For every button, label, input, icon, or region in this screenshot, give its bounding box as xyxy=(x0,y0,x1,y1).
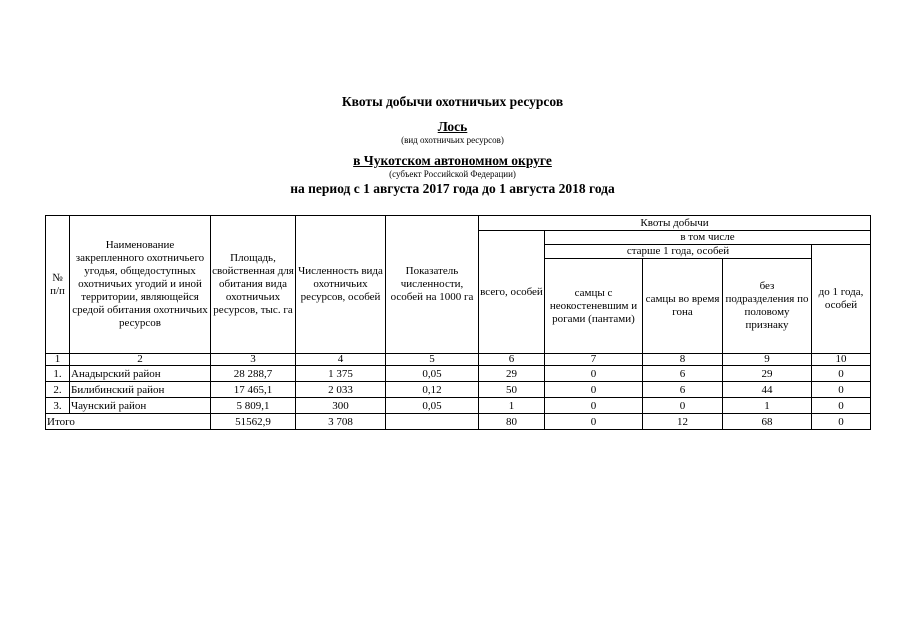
row-num: 1. xyxy=(46,366,70,382)
row-area: 28 288,7 xyxy=(211,366,296,382)
total-population: 3 708 xyxy=(296,414,386,430)
quota-table xyxy=(45,215,871,430)
total-males-rut: 12 xyxy=(643,414,723,430)
total-area: 51562,9 xyxy=(211,414,296,430)
row-total: 1 xyxy=(479,398,545,414)
table-row xyxy=(46,398,871,414)
row-males-rut: 0 xyxy=(643,398,723,414)
row-indicator: 0,05 xyxy=(386,398,479,414)
row-area: 17 465,1 xyxy=(211,382,296,398)
row-total: 50 xyxy=(479,382,545,398)
row-name: Билибинский район xyxy=(70,382,211,398)
column-number: 2 xyxy=(70,354,211,366)
period-title: на период с 1 августа 2017 года до 1 августа 2018 года xyxy=(290,181,615,196)
total-row xyxy=(46,414,871,430)
row-under1: 0 xyxy=(812,398,871,414)
species-name: Лось xyxy=(437,119,468,134)
column-number-row xyxy=(46,354,871,366)
header-quotas: Квоты добычи xyxy=(479,216,871,231)
row-area: 5 809,1 xyxy=(211,398,296,414)
column-number: 8 xyxy=(643,354,723,366)
header-males-antlers: самцы с неокостеневшим и рогами (пантами) xyxy=(545,259,643,354)
row-no-sex: 1 xyxy=(723,398,812,414)
column-number: 5 xyxy=(386,354,479,366)
row-males-rut: 6 xyxy=(643,382,723,398)
row-under1: 0 xyxy=(812,382,871,398)
total-under1: 0 xyxy=(812,414,871,430)
species-caption: (вид охотничьих ресурсов) xyxy=(401,135,504,145)
total-total: 80 xyxy=(479,414,545,430)
header-no-sex: без подразделения по половому признаку xyxy=(723,259,812,354)
row-no-sex: 44 xyxy=(723,382,812,398)
row-num: 2. xyxy=(46,382,70,398)
row-males-antlers: 0 xyxy=(545,382,643,398)
row-population: 300 xyxy=(296,398,386,414)
row-males-antlers: 0 xyxy=(545,366,643,382)
row-name: Чаунский район xyxy=(70,398,211,414)
header-males-rut: самцы во время гона xyxy=(643,259,723,354)
row-under1: 0 xyxy=(812,366,871,382)
total-label: Итого xyxy=(46,414,211,430)
column-number: 7 xyxy=(545,354,643,366)
column-number: 9 xyxy=(723,354,812,366)
row-indicator: 0,05 xyxy=(386,366,479,382)
row-males-antlers: 0 xyxy=(545,398,643,414)
row-indicator: 0,12 xyxy=(386,382,479,398)
header-area: Площадь, свойственная для обитания вида охотничьих ресурсов, тыс. га xyxy=(211,216,296,354)
total-males-antlers: 0 xyxy=(545,414,643,430)
column-number: 10 xyxy=(812,354,871,366)
row-population: 2 033 xyxy=(296,382,386,398)
row-no-sex: 29 xyxy=(723,366,812,382)
document-title: Квоты добычи охотничьих ресурсов xyxy=(341,94,564,109)
row-population: 1 375 xyxy=(296,366,386,382)
header-population: Численность вида охотничьих ресурсов, особей xyxy=(296,216,386,354)
row-name: Анадырский район xyxy=(70,366,211,382)
table-row xyxy=(46,366,871,382)
header-total: всего, особей xyxy=(479,231,545,354)
header-older: старше 1 года, особей xyxy=(545,245,812,259)
header-under1: до 1 года, особей xyxy=(812,245,871,354)
region-caption: (субъект Российской Федерации) xyxy=(389,169,516,179)
row-total: 29 xyxy=(479,366,545,382)
total-indicator xyxy=(386,414,479,430)
row-num: 3. xyxy=(46,398,70,414)
column-number: 1 xyxy=(46,354,70,366)
region-name: в Чукотском автономном округе xyxy=(353,153,552,168)
column-number: 6 xyxy=(479,354,545,366)
header-indicator: Показатель численности, особей на 1000 га xyxy=(386,216,479,354)
header-num: № п/п xyxy=(46,216,70,354)
table-row xyxy=(46,382,871,398)
header-including: в том числе xyxy=(545,231,871,245)
column-number: 3 xyxy=(211,354,296,366)
header-name: Наименование закрепленного охотничьего угодья, общедоступных охотничьих угодий и иной территории, являющейся средой обитания охотничьих ресурсов xyxy=(70,216,211,354)
total-no-sex: 68 xyxy=(723,414,812,430)
row-males-rut: 6 xyxy=(643,366,723,382)
column-number: 4 xyxy=(296,354,386,366)
